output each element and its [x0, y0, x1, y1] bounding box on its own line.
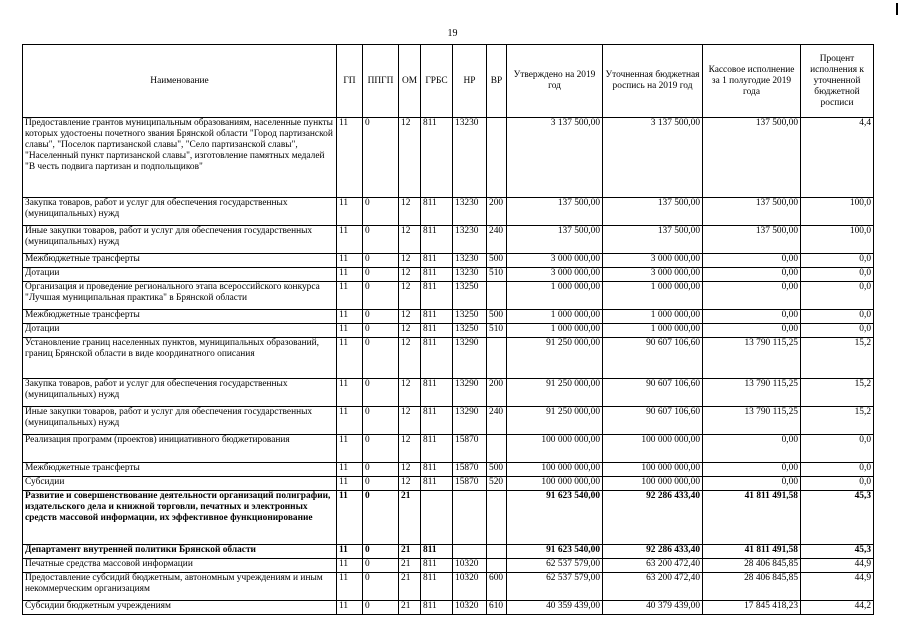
row-refined-cell: 1 000 000,00 — [603, 282, 703, 310]
row-grbs-cell: 811 — [421, 559, 453, 573]
row-gp-cell: 11 — [337, 254, 363, 268]
row-name-cell: Субсидии бюджетным учреждениям — [23, 601, 337, 615]
table-row — [23, 463, 874, 477]
col-header-om: ОМ — [399, 45, 421, 118]
row-approved-cell: 62 537 579,00 — [507, 559, 603, 573]
row-percent-cell: 0,0 — [801, 254, 874, 268]
row-nr-cell: 13230 — [453, 254, 487, 268]
row-cash-cell: 13 790 115,25 — [703, 407, 801, 435]
row-om-cell: 12 — [399, 338, 421, 379]
row-refined-cell: 3 000 000,00 — [603, 268, 703, 282]
row-percent-cell: 15,2 — [801, 338, 874, 379]
row-percent-cell: 15,2 — [801, 379, 874, 407]
row-name-cell: Реализация программ (проектов) инициативного бюджетирования — [23, 435, 337, 463]
row-grbs-cell: 811 — [421, 268, 453, 282]
row-om-cell: 12 — [399, 463, 421, 477]
col-header-approved: Утверждено на 2019 год — [507, 45, 603, 118]
table-row — [23, 573, 874, 601]
row-cash-cell: 137 500,00 — [703, 118, 801, 198]
row-refined-cell: 1 000 000,00 — [603, 324, 703, 338]
row-approved-cell: 137 500,00 — [507, 198, 603, 226]
row-percent-cell: 100,0 — [801, 226, 874, 254]
row-approved-cell: 100 000 000,00 — [507, 477, 603, 491]
row-name-cell: Межбюджетные трансферты — [23, 254, 337, 268]
row-gp-cell: 11 — [337, 268, 363, 282]
row-approved-cell: 62 537 579,00 — [507, 573, 603, 601]
row-approved-cell: 91 623 540,00 — [507, 491, 603, 545]
row-nr-cell: 13290 — [453, 379, 487, 407]
row-approved-cell: 40 359 439,00 — [507, 601, 603, 615]
row-percent-cell: 0,0 — [801, 282, 874, 310]
row-om-cell: 12 — [399, 407, 421, 435]
table-row — [23, 559, 874, 573]
row-grbs-cell: 811 — [421, 573, 453, 601]
row-grbs-cell: 811 — [421, 545, 453, 559]
row-refined-cell: 100 000 000,00 — [603, 477, 703, 491]
row-cash-cell: 137 500,00 — [703, 198, 801, 226]
table-body — [23, 118, 874, 615]
row-ppgp-cell: 0 — [363, 463, 399, 477]
row-cash-cell: 0,00 — [703, 435, 801, 463]
table-row — [23, 310, 874, 324]
row-cash-cell: 28 406 845,85 — [703, 559, 801, 573]
row-nr-cell: 10320 — [453, 601, 487, 615]
row-approved-cell: 91 250 000,00 — [507, 407, 603, 435]
row-om-cell: 12 — [399, 477, 421, 491]
row-approved-cell: 3 137 500,00 — [507, 118, 603, 198]
row-percent-cell: 100,0 — [801, 198, 874, 226]
row-approved-cell: 91 623 540,00 — [507, 545, 603, 559]
row-nr-cell: 13230 — [453, 198, 487, 226]
row-ppgp-cell: 0 — [363, 545, 399, 559]
table-row — [23, 545, 874, 559]
row-approved-cell: 1 000 000,00 — [507, 324, 603, 338]
row-percent-cell: 0,0 — [801, 310, 874, 324]
row-nr-cell: 13230 — [453, 268, 487, 282]
row-vr-cell — [487, 545, 507, 559]
row-ppgp-cell: 0 — [363, 477, 399, 491]
row-gp-cell: 11 — [337, 118, 363, 198]
row-cash-cell: 13 790 115,25 — [703, 379, 801, 407]
table-row — [23, 118, 874, 198]
row-nr-cell — [453, 491, 487, 545]
row-name-cell: Дотации — [23, 324, 337, 338]
row-vr-cell: 510 — [487, 324, 507, 338]
row-refined-cell: 40 379 439,00 — [603, 601, 703, 615]
row-name-cell: Предоставление грантов муниципальным образованиям, населенные пункты которых удостоены почетного звания Брянской области "Город партизанской славы", "Поселок партизанской славы", "Село партизанской славы", "Населенный пункт партизанской славы", изготовление памятных медалей "В честь подвига партизан и подпольщиков" — [23, 118, 337, 198]
table-row — [23, 338, 874, 379]
row-refined-cell: 63 200 472,40 — [603, 573, 703, 601]
corner-mark — [896, 3, 898, 15]
col-header-cash: Кассовое исполнение за 1 полугодие 2019 года — [703, 45, 801, 118]
table-row — [23, 198, 874, 226]
col-header-refined: Уточненная бюджетная роспись на 2019 год — [603, 45, 703, 118]
row-grbs-cell: 811 — [421, 254, 453, 268]
table-row — [23, 226, 874, 254]
row-om-cell: 21 — [399, 601, 421, 615]
row-nr-cell: 13250 — [453, 324, 487, 338]
row-om-cell: 12 — [399, 254, 421, 268]
table-row — [23, 254, 874, 268]
row-name-cell: Межбюджетные трансферты — [23, 310, 337, 324]
row-approved-cell: 3 000 000,00 — [507, 268, 603, 282]
row-gp-cell: 11 — [337, 324, 363, 338]
row-name-cell: Закупка товаров, работ и услуг для обеспечения государственных (муниципальных) нужд — [23, 379, 337, 407]
row-om-cell: 12 — [399, 198, 421, 226]
row-ppgp-cell: 0 — [363, 601, 399, 615]
row-vr-cell — [487, 559, 507, 573]
row-vr-cell: 200 — [487, 379, 507, 407]
row-vr-cell: 500 — [487, 310, 507, 324]
row-vr-cell — [487, 435, 507, 463]
row-vr-cell: 610 — [487, 601, 507, 615]
row-name-cell: Иные закупки товаров, работ и услуг для обеспечения государственных (муниципальных) нужд — [23, 407, 337, 435]
row-vr-cell — [487, 118, 507, 198]
row-gp-cell: 11 — [337, 545, 363, 559]
row-cash-cell: 13 790 115,25 — [703, 338, 801, 379]
row-vr-cell — [487, 338, 507, 379]
row-ppgp-cell: 0 — [363, 338, 399, 379]
row-om-cell: 12 — [399, 310, 421, 324]
row-gp-cell: 11 — [337, 601, 363, 615]
row-ppgp-cell: 0 — [363, 324, 399, 338]
row-approved-cell: 3 000 000,00 — [507, 254, 603, 268]
col-header-gp: ГП — [337, 45, 363, 118]
row-approved-cell: 100 000 000,00 — [507, 435, 603, 463]
row-name-cell: Установление границ населенных пунктов, муниципальных образований, границ Брянской области в виде координатного описания — [23, 338, 337, 379]
row-ppgp-cell: 0 — [363, 268, 399, 282]
row-ppgp-cell: 0 — [363, 435, 399, 463]
row-om-cell: 21 — [399, 545, 421, 559]
header-row — [23, 45, 874, 118]
row-refined-cell: 137 500,00 — [603, 226, 703, 254]
table-row — [23, 477, 874, 491]
row-approved-cell: 91 250 000,00 — [507, 379, 603, 407]
row-refined-cell: 90 607 106,60 — [603, 407, 703, 435]
row-percent-cell: 44,2 — [801, 601, 874, 615]
table-row — [23, 324, 874, 338]
row-cash-cell: 17 845 418,23 — [703, 601, 801, 615]
row-nr-cell: 10320 — [453, 559, 487, 573]
row-gp-cell: 11 — [337, 310, 363, 324]
row-gp-cell: 11 — [337, 559, 363, 573]
row-nr-cell: 15870 — [453, 435, 487, 463]
row-percent-cell: 44,9 — [801, 559, 874, 573]
row-approved-cell: 1 000 000,00 — [507, 282, 603, 310]
row-grbs-cell: 811 — [421, 282, 453, 310]
row-refined-cell: 137 500,00 — [603, 198, 703, 226]
row-om-cell: 21 — [399, 559, 421, 573]
row-name-cell: Межбюджетные трансферты — [23, 463, 337, 477]
row-om-cell: 12 — [399, 324, 421, 338]
row-refined-cell: 63 200 472,40 — [603, 559, 703, 573]
row-ppgp-cell: 0 — [363, 226, 399, 254]
row-ppgp-cell: 0 — [363, 118, 399, 198]
row-refined-cell: 92 286 433,40 — [603, 545, 703, 559]
row-percent-cell: 0,0 — [801, 435, 874, 463]
row-refined-cell: 92 286 433,40 — [603, 491, 703, 545]
row-gp-cell: 11 — [337, 379, 363, 407]
row-percent-cell: 44,9 — [801, 573, 874, 601]
row-name-cell: Субсидии — [23, 477, 337, 491]
row-grbs-cell — [421, 491, 453, 545]
row-ppgp-cell: 0 — [363, 379, 399, 407]
row-grbs-cell: 811 — [421, 477, 453, 491]
table-row — [23, 491, 874, 545]
row-ppgp-cell: 0 — [363, 310, 399, 324]
table-row — [23, 379, 874, 407]
row-name-cell: Закупка товаров, работ и услуг для обеспечения государственных (муниципальных) нужд — [23, 198, 337, 226]
row-vr-cell: 500 — [487, 463, 507, 477]
row-gp-cell: 11 — [337, 491, 363, 545]
row-vr-cell: 240 — [487, 226, 507, 254]
row-nr-cell: 13290 — [453, 407, 487, 435]
row-ppgp-cell: 0 — [363, 573, 399, 601]
col-header-name: Наименование — [23, 45, 337, 118]
row-cash-cell: 28 406 845,85 — [703, 573, 801, 601]
col-header-ppgp: ППГП — [363, 45, 399, 118]
row-cash-cell: 0,00 — [703, 254, 801, 268]
row-ppgp-cell: 0 — [363, 198, 399, 226]
row-refined-cell: 100 000 000,00 — [603, 435, 703, 463]
row-gp-cell: 11 — [337, 435, 363, 463]
row-percent-cell: 15,2 — [801, 407, 874, 435]
row-om-cell: 21 — [399, 573, 421, 601]
row-percent-cell: 45,3 — [801, 491, 874, 545]
row-percent-cell: 0,0 — [801, 477, 874, 491]
row-refined-cell: 100 000 000,00 — [603, 463, 703, 477]
table-row — [23, 601, 874, 615]
row-percent-cell: 0,0 — [801, 463, 874, 477]
row-name-cell: Развитие и совершенствование деятельности организаций полиграфии, издательского дела и книжной торговли, печатных и электронных средств массовой информации, их эффективное функционирование — [23, 491, 337, 545]
row-grbs-cell: 811 — [421, 407, 453, 435]
table-row — [23, 282, 874, 310]
row-refined-cell: 90 607 106,60 — [603, 338, 703, 379]
row-nr-cell: 13230 — [453, 226, 487, 254]
page-number: 19 — [447, 28, 458, 39]
row-gp-cell: 11 — [337, 463, 363, 477]
row-ppgp-cell: 0 — [363, 491, 399, 545]
row-cash-cell: 41 811 491,58 — [703, 545, 801, 559]
row-refined-cell: 3 137 500,00 — [603, 118, 703, 198]
row-refined-cell: 90 607 106,60 — [603, 379, 703, 407]
row-gp-cell: 11 — [337, 226, 363, 254]
row-om-cell: 12 — [399, 118, 421, 198]
row-percent-cell: 0,0 — [801, 268, 874, 282]
row-nr-cell: 15870 — [453, 463, 487, 477]
row-gp-cell: 11 — [337, 198, 363, 226]
row-om-cell: 12 — [399, 379, 421, 407]
row-gp-cell: 11 — [337, 573, 363, 601]
row-grbs-cell: 811 — [421, 198, 453, 226]
row-vr-cell — [487, 491, 507, 545]
row-cash-cell: 41 811 491,58 — [703, 491, 801, 545]
row-grbs-cell: 811 — [421, 601, 453, 615]
col-header-nr: НР — [453, 45, 487, 118]
col-header-percent: Процент исполнения к уточненной бюджетной росписи — [801, 45, 874, 118]
row-name-cell: Предоставление субсидий бюджетным, автономным учреждениям и иным некоммерческим организациям — [23, 573, 337, 601]
row-approved-cell: 137 500,00 — [507, 226, 603, 254]
row-nr-cell: 13250 — [453, 282, 487, 310]
row-nr-cell: 15870 — [453, 477, 487, 491]
row-cash-cell: 0,00 — [703, 268, 801, 282]
row-ppgp-cell: 0 — [363, 282, 399, 310]
row-vr-cell: 600 — [487, 573, 507, 601]
row-vr-cell — [487, 282, 507, 310]
row-om-cell: 12 — [399, 435, 421, 463]
budget-table — [22, 44, 874, 615]
table-row — [23, 268, 874, 282]
row-vr-cell: 500 — [487, 254, 507, 268]
row-ppgp-cell: 0 — [363, 407, 399, 435]
table-row — [23, 407, 874, 435]
row-grbs-cell: 811 — [421, 379, 453, 407]
row-grbs-cell: 811 — [421, 226, 453, 254]
row-grbs-cell: 811 — [421, 338, 453, 379]
row-percent-cell: 0,0 — [801, 324, 874, 338]
row-vr-cell: 510 — [487, 268, 507, 282]
row-nr-cell — [453, 545, 487, 559]
row-cash-cell: 0,00 — [703, 477, 801, 491]
row-vr-cell: 200 — [487, 198, 507, 226]
row-refined-cell: 1 000 000,00 — [603, 310, 703, 324]
row-name-cell: Печатные средства массовой информации — [23, 559, 337, 573]
row-name-cell: Организация и проведение регионального этапа всероссийского конкурса "Лучшая муниципальная практика" в Брянской области — [23, 282, 337, 310]
row-grbs-cell: 811 — [421, 435, 453, 463]
row-gp-cell: 11 — [337, 282, 363, 310]
row-grbs-cell: 811 — [421, 324, 453, 338]
row-cash-cell: 0,00 — [703, 324, 801, 338]
row-gp-cell: 11 — [337, 338, 363, 379]
row-nr-cell: 13250 — [453, 310, 487, 324]
row-cash-cell: 137 500,00 — [703, 226, 801, 254]
row-approved-cell: 1 000 000,00 — [507, 310, 603, 324]
row-vr-cell: 240 — [487, 407, 507, 435]
col-header-vr: ВР — [487, 45, 507, 118]
row-approved-cell: 100 000 000,00 — [507, 463, 603, 477]
row-cash-cell: 0,00 — [703, 310, 801, 324]
row-cash-cell: 0,00 — [703, 282, 801, 310]
row-nr-cell: 13230 — [453, 118, 487, 198]
row-grbs-cell: 811 — [421, 118, 453, 198]
row-om-cell: 12 — [399, 268, 421, 282]
row-name-cell: Дотации — [23, 268, 337, 282]
col-header-grbs: ГРБС — [421, 45, 453, 118]
row-grbs-cell: 811 — [421, 310, 453, 324]
row-ppgp-cell: 0 — [363, 254, 399, 268]
row-grbs-cell: 811 — [421, 463, 453, 477]
table-row — [23, 435, 874, 463]
row-cash-cell: 0,00 — [703, 463, 801, 477]
row-refined-cell: 3 000 000,00 — [603, 254, 703, 268]
row-gp-cell: 11 — [337, 477, 363, 491]
row-vr-cell: 520 — [487, 477, 507, 491]
row-approved-cell: 91 250 000,00 — [507, 338, 603, 379]
row-om-cell: 12 — [399, 226, 421, 254]
row-nr-cell: 13290 — [453, 338, 487, 379]
row-om-cell: 21 — [399, 491, 421, 545]
row-nr-cell: 10320 — [453, 573, 487, 601]
row-percent-cell: 4,4 — [801, 118, 874, 198]
row-gp-cell: 11 — [337, 407, 363, 435]
row-ppgp-cell: 0 — [363, 559, 399, 573]
row-om-cell: 12 — [399, 282, 421, 310]
row-percent-cell: 45,3 — [801, 545, 874, 559]
row-name-cell: Иные закупки товаров, работ и услуг для обеспечения государственных (муниципальных) нужд — [23, 226, 337, 254]
row-name-cell: Департамент внутренней политики Брянской области — [23, 545, 337, 559]
